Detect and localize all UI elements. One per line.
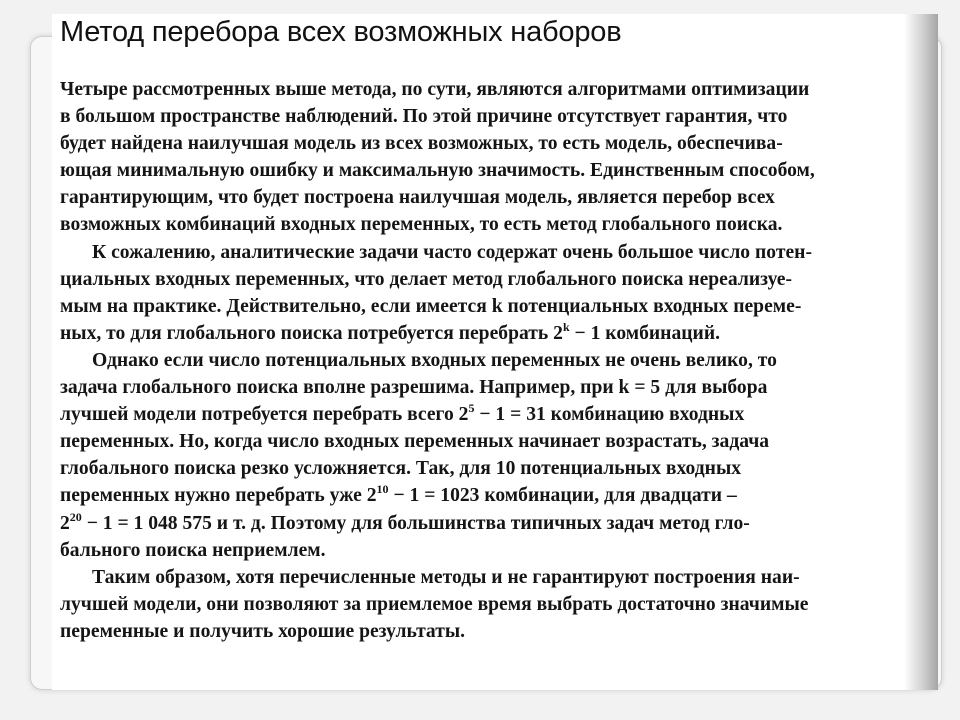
text-line: глобального поиска резко усложняется. Так, для 10 потенциальных входных [60,458,742,480]
exponent: 20 [69,509,82,524]
text-line: Однако если число потенциальных входных переменных не очень велико, то [92,349,777,371]
text-line: задача глобального поиска вполне разрешима. Например, при k = 5 для выбора [60,377,768,399]
exponent: 10 [376,482,389,497]
text-fragment: − 1 = 1 048 575 и т. д. Поэтому для большинства типичных задач метод гло- [81,512,750,534]
text-line: в большом пространстве наблюдений. По этой причине отсутствует гарантия, что [60,106,788,128]
text-line: Четыре рассмотренных выше метода, по сути, являются алгоритмами оптимизации [60,79,810,100]
text-line: Таким образом, хотя перечисленные методы и не гарантируют построения наи- [92,566,800,588]
exponent: 5 [468,401,475,416]
text-line: ющая минимальную ошибку и максимальную значимость. Единственным способом, [60,160,815,182]
text-fragment: переменных нужно перебрать уже 2 [60,485,377,507]
text-fragment: ных, то для глобального поиска потребуется перебрать 2 [60,322,563,344]
exponent: k [562,319,570,334]
text-line: гарантирующим, что будет построена наилучшая модель, является перебор всех [60,187,775,209]
text-line: переменных. Но, когда число входных переменных начинает возрастать, задача [60,431,770,453]
text-fragment: − 1 комбинаций. [569,322,721,344]
slide-title: Метод перебора всех возможных наборов [60,16,622,48]
text-line-formula [60,510,932,537]
text-line-formula [60,401,932,428]
text-line: переменные и получить хорошие результаты. [60,620,466,642]
text-fragment: − 1 = 1023 комбинации, для двадцати – [388,485,737,507]
text-fragment: − 1 = 31 комбинацию входных [474,404,745,426]
body-text [60,76,932,645]
scanned-page [52,14,938,690]
text-line: мым на практике. Действительно, если имеется k потенциальных входных переме- [60,295,802,317]
text-line: лучшей модели, они позволяют за приемлемое время выбрать достаточно значимые [60,593,809,615]
text-line: К сожалению, аналитические задачи часто содержат очень большое число потен- [92,241,812,263]
text-line-formula [60,482,932,509]
text-line: будет найдена наилучшая модель из всех возможных, то есть модель, обеспечива- [60,133,783,155]
text-line-formula [60,320,932,347]
text-line: бального поиска неприемлем. [60,539,326,561]
text-fragment: лучшей модели потребуется перебрать всего 2 [60,404,469,426]
text-line: циальных входных переменных, что делает метод глобального поиска нереализуе- [60,268,792,290]
text-fragment: 2 [60,512,70,534]
text-line: возможных комбинаций входных переменных, то есть метод глобального поиска. [60,214,783,236]
